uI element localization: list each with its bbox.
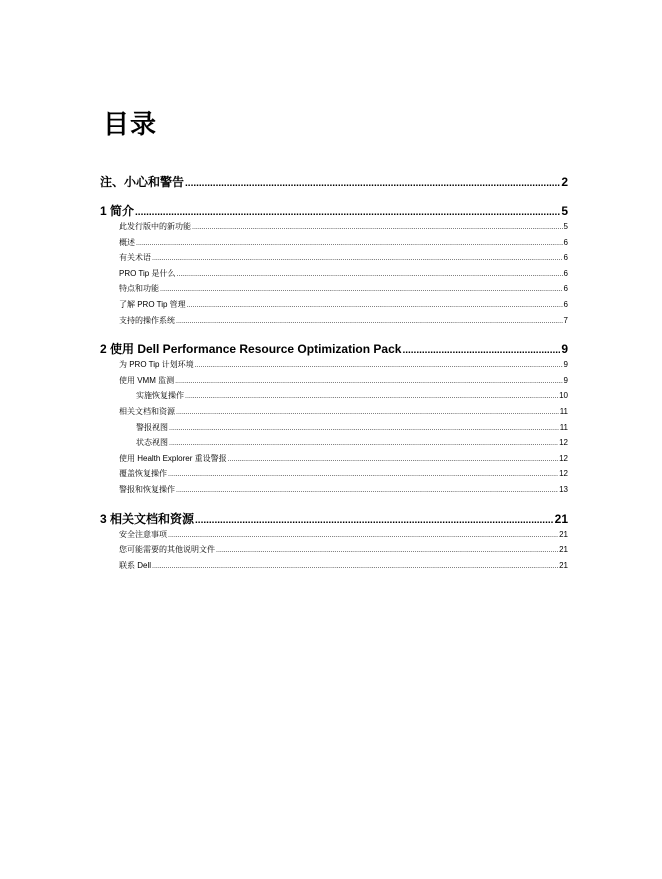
toc-page-number: 5 xyxy=(563,222,568,231)
toc-leader xyxy=(187,298,563,314)
toc-page-number: 9 xyxy=(563,360,568,370)
toc-leader xyxy=(152,559,558,575)
toc-entry[interactable] xyxy=(100,235,568,251)
toc-page-number: 12 xyxy=(559,469,568,479)
toc-page-number: 5 xyxy=(561,204,568,218)
toc-entry-text: 有关术语 xyxy=(119,253,151,263)
toc-page-number: 12 xyxy=(559,438,568,448)
toc-leader xyxy=(135,205,560,221)
toc-page-number: 6 xyxy=(563,268,568,278)
toc-entry-text: 警报视图 xyxy=(136,422,168,432)
toc-entry-text: 概述 xyxy=(119,237,135,247)
toc-page-number: 6 xyxy=(563,299,568,309)
toc-page-number: 6 xyxy=(563,253,568,263)
toc-entry[interactable] xyxy=(100,250,568,266)
toc-leader xyxy=(216,543,558,559)
toc-entry[interactable] xyxy=(100,203,568,219)
toc-page-number: 21 xyxy=(559,545,568,555)
toc-entry[interactable] xyxy=(100,313,568,329)
toc-entry-text: 为 PRO Tip 计划环境 xyxy=(119,360,194,370)
toc-page-number: 6 xyxy=(563,237,568,247)
toc-leader xyxy=(192,220,563,236)
toc-page-number: 11 xyxy=(559,422,568,432)
toc-page-number: 12 xyxy=(559,453,568,463)
toc-entry[interactable] xyxy=(100,482,568,498)
toc-entry-text: 特点和功能 xyxy=(119,284,159,294)
toc-entry[interactable] xyxy=(100,527,568,543)
toc-entry[interactable] xyxy=(100,435,568,451)
toc-entry[interactable] xyxy=(100,174,568,190)
toc-leader xyxy=(169,421,559,437)
toc-leader xyxy=(176,267,562,283)
toc-entry-text: 警报和恢复操作 xyxy=(119,484,175,494)
toc-leader xyxy=(185,389,558,405)
toc-page-number: 21 xyxy=(554,511,568,526)
toc-entry[interactable] xyxy=(100,357,568,373)
toc-page-number: 21 xyxy=(559,560,568,570)
toc-entry[interactable] xyxy=(100,388,568,404)
toc-entry-text: 1 简介 xyxy=(100,204,135,218)
table-of-contents xyxy=(100,174,568,573)
toc-entry[interactable] xyxy=(100,420,568,436)
toc-page-number: 2 xyxy=(561,175,568,189)
toc-leader xyxy=(175,374,562,390)
toc-entry[interactable] xyxy=(100,373,568,389)
page-title: 目录 xyxy=(103,109,158,139)
toc-entry[interactable] xyxy=(100,341,568,357)
toc-entry-text: 实施恢复操作 xyxy=(136,391,184,401)
toc-entry[interactable] xyxy=(100,404,568,420)
toc-entry-text: 此发行版中的新功能 xyxy=(119,222,191,231)
toc-entry[interactable] xyxy=(100,266,568,282)
toc-leader xyxy=(185,176,560,192)
toc-entry-text: 相关文档和资源 xyxy=(119,406,175,416)
toc-leader xyxy=(228,452,559,468)
toc-leader xyxy=(176,483,558,499)
toc-leader xyxy=(152,251,563,267)
toc-entry-text: 注、小心和警告 xyxy=(100,175,185,189)
toc-leader xyxy=(169,436,558,452)
toc-page-number: 13 xyxy=(559,484,568,494)
toc-entry-text: 2 使用 Dell Performance Resource Optimization Pack xyxy=(100,342,402,357)
toc-leader xyxy=(402,343,560,359)
toc-page-number: 11 xyxy=(559,406,568,416)
toc-leader xyxy=(168,467,558,483)
toc-entry-text: 状态视图 xyxy=(136,438,168,448)
toc-leader xyxy=(160,282,563,298)
toc-leader xyxy=(136,236,563,252)
toc-leader xyxy=(176,314,563,330)
toc-entry-text: 联系 Dell xyxy=(119,560,152,570)
toc-entry-text: 您可能需要的其他说明文件 xyxy=(119,545,215,555)
toc-page-number: 9 xyxy=(561,342,568,357)
toc-entry-text: 了解 PRO Tip 管理 xyxy=(119,299,186,309)
toc-entry[interactable] xyxy=(100,466,568,482)
toc-leader xyxy=(168,528,558,544)
toc-entry[interactable] xyxy=(100,281,568,297)
toc-entry-text: 支持的操作系统 xyxy=(119,315,175,325)
toc-entry-text: 安全注意事项 xyxy=(119,529,167,539)
toc-entry[interactable] xyxy=(100,219,568,235)
toc-entry[interactable] xyxy=(100,297,568,313)
toc-entry-text: 使用 Health Explorer 重设警报 xyxy=(119,453,227,463)
toc-entry-text: 3 相关文档和资源 xyxy=(100,511,195,526)
toc-entry[interactable] xyxy=(100,451,568,467)
toc-page-number: 9 xyxy=(563,375,568,385)
toc-leader xyxy=(195,358,563,374)
toc-entry-text: PRO Tip 是什么 xyxy=(119,268,176,278)
toc-page-number: 6 xyxy=(563,284,568,294)
toc-entry-text: 使用 VMM 监测 xyxy=(119,375,175,385)
toc-leader xyxy=(176,405,559,421)
toc-entry[interactable] xyxy=(100,542,568,558)
toc-entry[interactable] xyxy=(100,558,568,574)
toc-page-number: 7 xyxy=(563,315,568,325)
toc-entry[interactable] xyxy=(100,511,568,527)
toc-page-number: 21 xyxy=(559,529,568,539)
toc-leader xyxy=(195,513,554,529)
toc-page-number: 10 xyxy=(559,391,568,401)
toc-entry-text: 覆盖恢复操作 xyxy=(119,469,167,479)
